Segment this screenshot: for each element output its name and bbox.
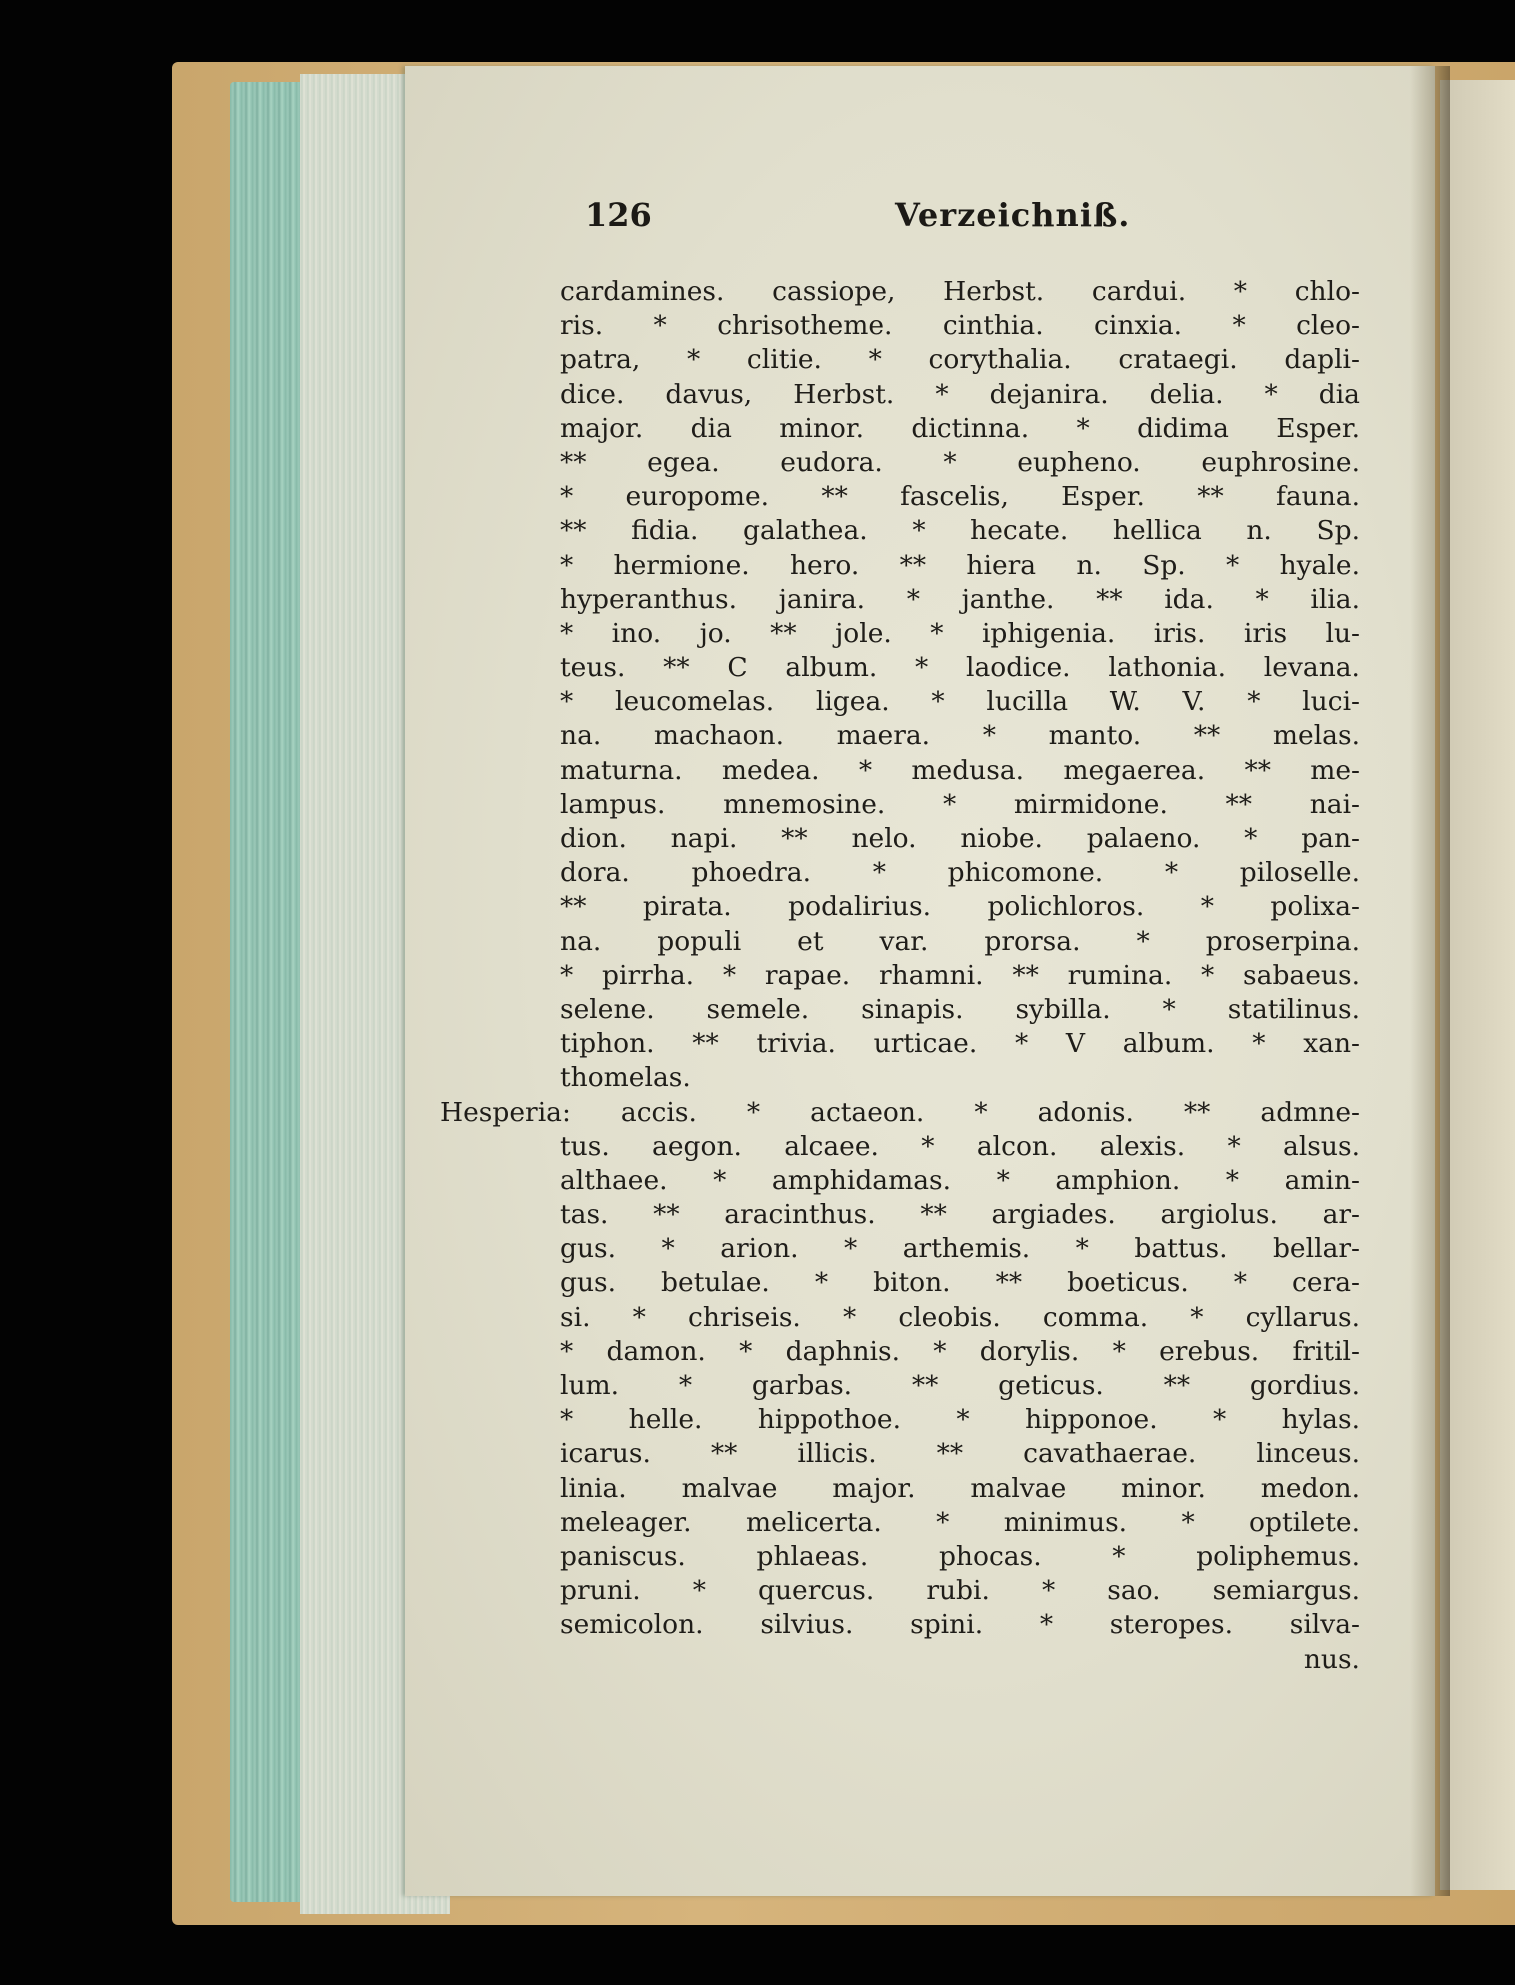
text-line: tus. aegon. alcaee. * alcon. alexis. * alsus. xyxy=(560,1130,1360,1162)
text-line: linia. malvae major. malvae minor. medon. xyxy=(560,1472,1360,1504)
text-line: ** pirata. podalirius. polichloros. * polixa- xyxy=(560,891,1360,923)
text-line: * leucomelas. ligea. * lucilla W. V. * luci- xyxy=(560,686,1360,718)
running-head: Verzeichniß. xyxy=(895,196,1131,234)
text-line: meleager. melicerta. * minimus. * optilete. xyxy=(560,1506,1360,1538)
text-line: lum. * garbas. ** geticus. ** gordius. xyxy=(560,1370,1360,1401)
text-line: tas. ** aracinthus. ** argiades. argiolus. ar- xyxy=(560,1199,1360,1231)
text-line: selene. semele. sinapis. sybilla. * statilinus. xyxy=(560,993,1360,1025)
text-line: dion. napi. ** nelo. niobe. palaeno. * pan- xyxy=(560,823,1360,854)
text-line: gus. betulae. * biton. ** boeticus. * cera- xyxy=(560,1267,1360,1299)
text-line: thomelas. xyxy=(560,1062,691,1094)
text-line: si. * chriseis. * cleobis. comma. * cyllarus. xyxy=(560,1301,1360,1333)
text-line: * ino. jo. ** jole. * iphigenia. iris. iris lu- xyxy=(560,617,1360,649)
text-line: Hesperia: accis. * actaeon. * adonis. ** admne- xyxy=(440,1096,1360,1128)
text-line: althaee. * amphidamas. * amphion. * amin- xyxy=(560,1164,1360,1196)
text-line: semicolon. silvius. spini. * steropes. silva- xyxy=(560,1609,1360,1641)
text-line: paniscus. phlaeas. phocas. * poliphemus. xyxy=(560,1540,1360,1572)
text-line: icarus. ** illicis. ** cavathaerae. linceus. xyxy=(560,1438,1360,1470)
text-line: * helle. hippothoe. * hipponoe. * hylas. xyxy=(560,1404,1360,1436)
text-line: nus. xyxy=(1303,1643,1360,1675)
text-line: dora. phoedra. * phicomone. * piloselle. xyxy=(560,857,1360,889)
text-line: * pirrha. * rapae. rhamni. ** rumina. * sabaeus. xyxy=(560,959,1360,991)
text-line: gus. * arion. * arthemis. * battus. bellar- xyxy=(560,1233,1360,1265)
text-line: pruni. * quercus. rubi. * sao. semiargus. xyxy=(560,1575,1360,1607)
text-line: ris. * chrisotheme. cinthia. cinxia. * cleo- xyxy=(560,310,1360,342)
text-line: ** fidia. galathea. * hecate. hellica n. Sp. xyxy=(560,515,1360,547)
page-number: 126 xyxy=(585,196,652,234)
text-line: patra, * clitie. * corythalia. crataegi. dapli- xyxy=(560,344,1360,376)
text-line: cardamines. cassiope, Herbst. cardui. * chlo- xyxy=(560,276,1360,307)
text-line: lampus. mnemosine. * mirmidone. ** nai- xyxy=(560,788,1360,820)
text-line: tiphon. ** trivia. urticae. * V album. * xan- xyxy=(560,1028,1360,1060)
text-line: na. populi et var. prorsa. * proserpina. xyxy=(560,925,1360,957)
text-line: * damon. * daphnis. * dorylis. * erebus. fritil- xyxy=(560,1335,1360,1367)
text-line: maturna. medea. * medusa. megaerea. ** me- xyxy=(560,754,1360,786)
text-line: hyperanthus. janira. * janthe. ** ida. * ilia. xyxy=(560,583,1360,615)
text-line: * europome. ** fascelis, Esper. ** fauna. xyxy=(560,481,1360,513)
index-text-block xyxy=(440,275,1360,1677)
facing-page-edge xyxy=(1440,80,1515,1890)
page-gutter-shadow xyxy=(1410,66,1450,1896)
text-line: major. dia minor. dictinna. * didima Esper. xyxy=(560,412,1360,444)
text-line: dice. davus, Herbst. * dejanira. delia. * dia xyxy=(560,378,1360,410)
page-header xyxy=(585,196,1225,246)
text-line: * hermione. hero. ** hiera n. Sp. * hyale. xyxy=(560,549,1360,581)
text-line: ** egea. eudora. * eupheno. euphrosine. xyxy=(560,446,1360,478)
text-line: na. machaon. maera. * manto. ** melas. xyxy=(560,720,1360,752)
text-line: teus. ** C album. * laodice. lathonia. levana. xyxy=(560,652,1360,684)
